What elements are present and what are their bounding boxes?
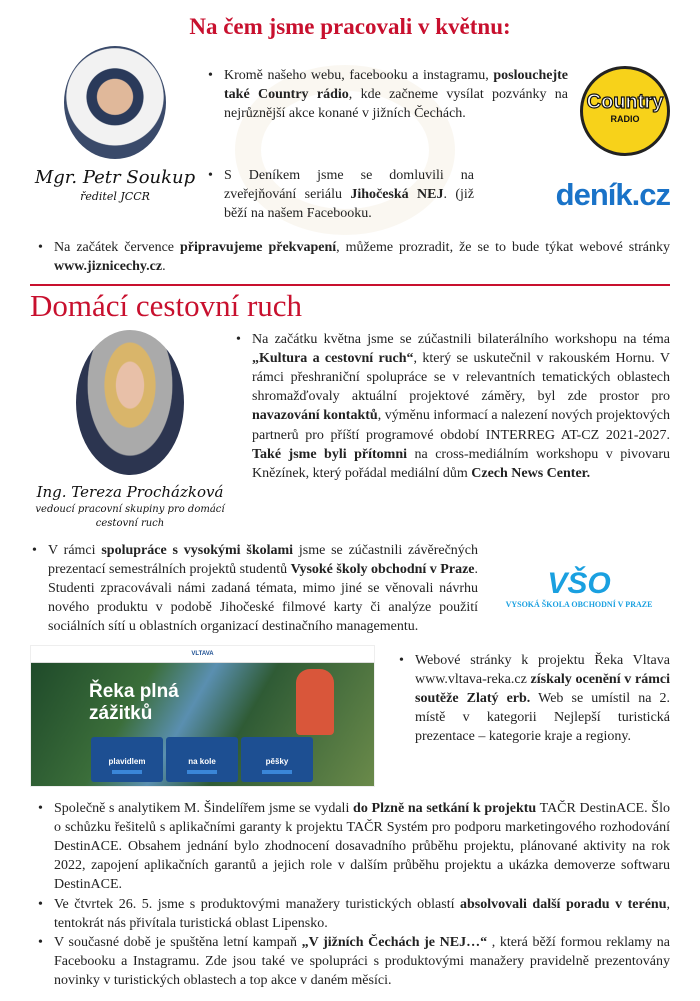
vltava-hero: [31, 663, 374, 786]
bold-text: do Plzně na setkání k projektu: [353, 800, 537, 816]
hero-headline-2: zážitků: [89, 702, 153, 724]
text: Na začátek července: [54, 239, 181, 255]
workshop-row: [30, 330, 670, 531]
bullet-denik: [224, 166, 474, 224]
vltava-row: [30, 645, 670, 787]
vltava-brand: VLTAVA: [191, 650, 214, 657]
bold-text: Vysoké školy obchodní v Praze: [290, 561, 475, 577]
intro-row: [30, 46, 670, 224]
card-boat: [91, 737, 163, 782]
bold-text: navazování kontaktů: [252, 408, 378, 424]
bullet-destinace: [54, 799, 670, 895]
text: , tentokrát nás přivítala turistická oblast Lipensko.: [54, 896, 670, 931]
director-photo: [64, 46, 166, 159]
text: , můžeme prozradit, že se to bude týkat webové stránky: [336, 239, 671, 255]
bullet-surprise: [54, 238, 670, 276]
vltava-nav: [31, 646, 374, 663]
country-radio-logo: [580, 66, 670, 156]
bold-text: Czech News Center.: [471, 465, 591, 481]
country-logo-text: Country: [586, 91, 664, 113]
section-title: Na čem jsme pracovali v květnu:: [189, 14, 511, 39]
card-label: pěšky: [265, 756, 289, 766]
text: V rámci: [48, 542, 102, 558]
denik-row: [206, 166, 670, 224]
text: . Studenti zpracovávali námi zadaná témata, mimo jiné se věnovali návrhu nového produktu v podobě Jihočeské filmové karty či analýze použití sociálních sítí u oblastních organizací destinačního managementu.: [48, 561, 478, 635]
hero-person: [296, 669, 334, 735]
bold-text: poslouchejte také Country rádio: [224, 68, 568, 103]
bold-text: „V jižních Čechách je NEJ…“: [301, 934, 488, 950]
text: Web se umístil na 2. místě v kategorii Nejlepší turistická prezentace – kategorie kraje a regiony.: [415, 690, 670, 745]
text: Ve čtvrtek 26. 5. jsme s produktovými manažery turistických oblastí: [54, 896, 460, 912]
bold-text: připravujeme překvapení: [180, 239, 337, 255]
bottom-bullets: [36, 799, 670, 991]
text: , kde začneme vysílat pozvánky na nejrůznější akce konané v jižních Čechách.: [224, 87, 568, 122]
card-label: plavidlem: [108, 756, 146, 766]
section-divider: [30, 284, 670, 286]
text: jsme se zúčastnili závěrečných prezentací semestrálních projektů studentů: [48, 542, 478, 577]
vltava-website-screenshot: [30, 645, 375, 787]
text: , která běží formou reklamy na Facebooku a Instagramu. Zde jsou také ve spolupráci s produktovými manažery pravidelně prezentovány novinky v turistických oblastech a top akce v daném měsíci.: [54, 934, 671, 989]
country-row: [206, 66, 670, 156]
vso-logo: [488, 568, 670, 609]
intro-bullets: [200, 46, 670, 224]
bold-text: absolvovali další poradu v terénu: [460, 896, 667, 912]
hero-headline-1: Řeka plná: [89, 680, 179, 702]
text: Na začátku května jsme se zúčastnili bilaterálního workshopu na téma: [252, 331, 670, 347]
text: . (již běží na našem Facebooku.: [224, 187, 474, 222]
director-name: Mgr. Petr Soukup: [34, 167, 196, 188]
bold-text: Jihočeská NEJ: [350, 187, 444, 203]
hero-headline: [89, 681, 179, 725]
text: , který se uskutečnil v rakouském Hornu. V rámci přeshraniční spolupráce se v relevantních tematických oblastech shromažďovaly aktuální projektové záměry, byl zde prostor pro: [252, 350, 670, 405]
bullet-campaign: [54, 933, 670, 991]
vso-mark: VŠO: [547, 567, 611, 601]
denik-logo: deník.cz: [555, 176, 670, 212]
director-column: [30, 46, 200, 203]
text: na cross-mediálním workshopu v pivovaru Knězínek, který pořádal mediální dům: [252, 446, 671, 481]
bold-text: www.jiznicechy.cz: [54, 258, 163, 274]
coordinator-column: [30, 330, 230, 531]
card-hike: [241, 737, 313, 782]
text: , výměnu informací a nalezení nových projektových partnerů pro příští programové období INTERREG AT-CZ 2021-2027.: [252, 408, 670, 443]
bullet-universities: [48, 541, 478, 637]
universities-row: [30, 541, 670, 637]
bullet-country-radio: [224, 66, 568, 124]
bold-text: získaly ocenění v rámci soutěže Zlatý erb.: [415, 671, 670, 706]
card-bike: [166, 737, 238, 782]
text: TAČR DestinACE. Šlo o schůzku řešitelů s aplikačními garanty k projektu TAČR Systém pro podporu marketingového rozhodování DestinACE. Obsahem jednání bylo zhodnocení dosavadního průběhu projektu, plánované aktivity na rok 2022, zapojení aplikačních garantů a jejich role v dalším průběhu projektu a ukázka demoverze softwaru DestinACE.: [54, 800, 670, 893]
director-role: ředitel JCCR: [80, 190, 150, 203]
coordinator-role: vedoucí pracovní skupiny pro domácí cestovní ruch: [35, 503, 225, 529]
text: Webové stránky k projektu Řeka Vltava www.vltava-reka.cz: [415, 652, 670, 687]
bullet-meeting: [54, 895, 670, 933]
bold-text: spolupráce s vysokými školami: [101, 542, 294, 558]
text: Společně s analytikem M. Šindelířem jsme se vydali: [54, 800, 354, 816]
bullet-workshop: [252, 330, 670, 484]
radio-logo-text: RADIO: [610, 114, 640, 124]
text: .: [162, 258, 166, 274]
bold-text: Také jsme byli přítomni: [252, 446, 407, 462]
coordinator-name: Ing. Tereza Procházková: [36, 482, 224, 501]
vso-name: VYSOKÁ ŠKOLA OBCHODNÍ V PRAZE: [505, 600, 653, 610]
text: S Deníkem jsme se domluvili na zveřejňování seriálu: [224, 168, 474, 203]
bullet-vltava-award: [415, 651, 670, 747]
text: Kromě našeho webu, facebooku a instagramu,: [224, 68, 494, 83]
coordinator-photo: [76, 330, 184, 475]
card-label: na kole: [188, 756, 216, 766]
section-heading: Domácí cestovní ruch: [30, 287, 303, 323]
bold-text: „Kultura a cestovní ruch“: [252, 350, 414, 366]
text: V současné době je spuštěna letní kampaň: [54, 934, 302, 950]
